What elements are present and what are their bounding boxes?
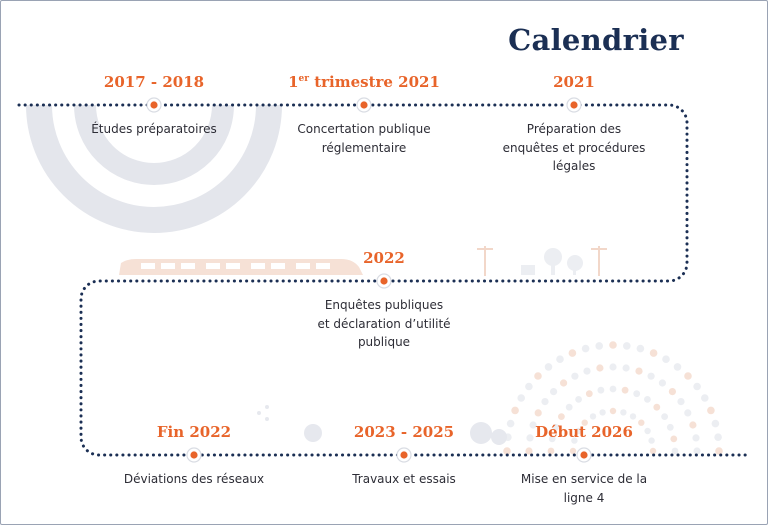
decorative-pylons: [477, 246, 607, 276]
milestone-description-line: Enquêtes publiques: [324, 298, 444, 312]
milestone-description: [284, 296, 484, 352]
milestone-date-text: 2022: [363, 249, 405, 267]
milestone-description-line: publique: [357, 335, 411, 349]
milestone-date: [363, 249, 405, 267]
milestone-description-line: Concertation publique: [297, 122, 431, 136]
milestone-description-line: et déclaration d’utilité: [317, 316, 451, 331]
milestone-marker: [380, 277, 387, 284]
milestone-date-text: 2017 - 2018: [103, 73, 205, 91]
milestone-description: [484, 470, 684, 507]
milestone-description-line: réglementaire: [321, 140, 407, 155]
milestone-date-text: Début 2026: [535, 423, 633, 441]
milestone-description: [94, 470, 294, 489]
milestone-description-line: Préparation des: [526, 122, 622, 136]
milestone-marker: [150, 101, 157, 108]
milestone-description-line: Mise en service de la: [520, 472, 648, 486]
milestone-description-line: Travaux et essais: [352, 472, 456, 486]
milestone-marker: [570, 101, 577, 108]
milestone-description: [474, 120, 674, 176]
milestone-description-line: légales: [552, 159, 596, 173]
milestone-description-line: ligne 4: [563, 490, 605, 505]
milestone-date-text: 2021: [553, 73, 595, 91]
milestone-date: [104, 73, 204, 91]
milestone-marker: [360, 101, 367, 108]
milestone-date: [288, 73, 440, 91]
milestone-date: [535, 423, 633, 441]
milestone-date: [354, 423, 454, 441]
milestone-description: [304, 470, 504, 489]
milestone-description-line: Études préparatoires: [91, 122, 217, 136]
milestone-marker: [580, 451, 587, 458]
milestone-date-text: 2023 - 2025: [353, 423, 455, 441]
milestone-description-line: Déviations des réseaux: [123, 472, 265, 486]
milestone-date-superscript: er: [298, 74, 309, 84]
milestone-description: [54, 120, 254, 139]
decorative-trees: [521, 248, 583, 275]
milestone-date-text: 1: [288, 73, 299, 91]
milestone-description-line: enquêtes et procédures: [502, 140, 646, 155]
milestone-date-text: Fin 2022: [156, 423, 232, 441]
milestone-marker: [400, 451, 407, 458]
milestone-date-tail: trimestre 2021: [308, 73, 440, 91]
page-title: Calendrier: [508, 23, 684, 57]
milestone-date: [157, 423, 231, 441]
milestone-description: [264, 120, 464, 157]
milestone-marker: [190, 451, 197, 458]
milestone-date: [553, 73, 595, 91]
